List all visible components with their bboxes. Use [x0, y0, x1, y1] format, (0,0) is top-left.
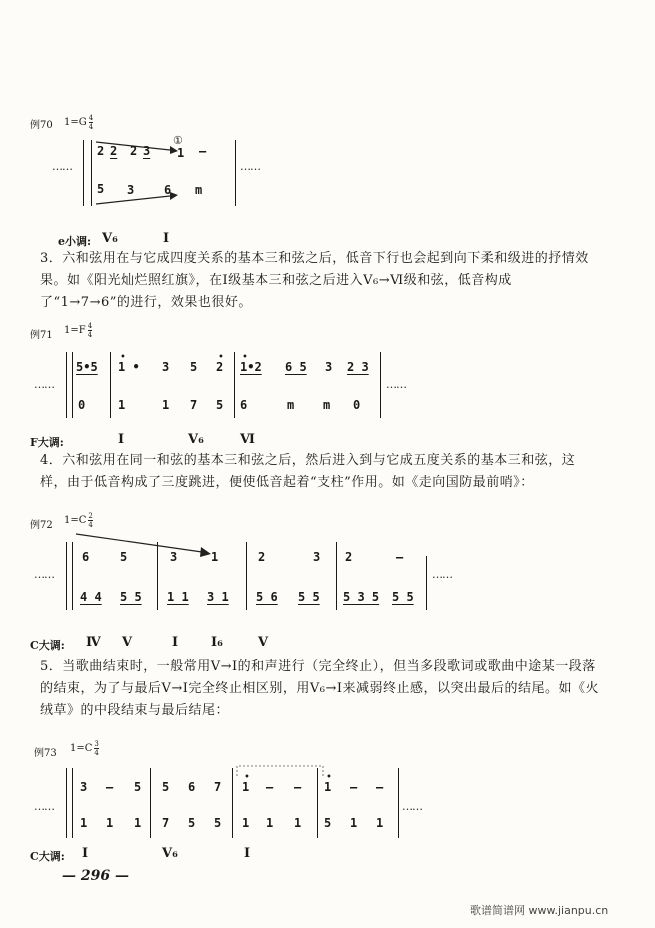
example-73-note: 1 [350, 816, 358, 830]
example-72-note: 4 4 [80, 590, 102, 604]
example-72-note: 5 [120, 550, 128, 564]
example-71-note: 5•5 [76, 360, 98, 374]
example-73-note: 7 [162, 816, 170, 830]
example-73-note: 1 [376, 816, 384, 830]
example-72-chord: V [258, 635, 269, 650]
example-71-note: 1 [118, 398, 126, 412]
example-71-note: 1 [162, 398, 170, 412]
example-73-note: 5 [162, 780, 170, 794]
example-72-chord: V [122, 635, 133, 650]
example-70-note: — [199, 144, 207, 158]
example-72-key-label: C大调: [30, 639, 65, 652]
example-72-note: 2 [258, 550, 266, 564]
example-73-lead-dots: …… [34, 800, 54, 813]
example-73-note: 6 [188, 780, 196, 794]
example-70-key-label: e小调: [58, 235, 92, 248]
example-71-label: 例71 [30, 330, 53, 341]
example-71-note: m [323, 398, 331, 412]
example-70-note: m [195, 183, 203, 197]
example-70-tail-dots: …… [240, 160, 260, 173]
example-73-tail-dots: …… [402, 800, 422, 813]
example-70-note: 2 [97, 144, 105, 158]
example-73-note: 1 [134, 816, 142, 830]
example-72-label: 例72 [30, 520, 53, 531]
example-73-note: — [294, 780, 302, 794]
page-number: — 296 — [62, 868, 129, 884]
example-71-note: 0 [78, 398, 86, 412]
example-70-note: 1 [177, 146, 185, 160]
example-72-lead-dots: …… [34, 568, 54, 581]
example-73-key-signature: 1=C $\frac{3}{4}$ [70, 740, 99, 757]
example-70-key-signature: 1=G $\frac{4}{4}$ [64, 114, 94, 131]
example-71-chord: Ⅵ [240, 432, 255, 447]
example-70-note: 2 [130, 144, 138, 158]
example-73-chord: V₆ [162, 846, 178, 861]
example-72-key-signature: 1=C $\frac{2}{4}$ [64, 512, 93, 529]
example-73-note: 5 [214, 816, 222, 830]
example-71-note: 3 [162, 360, 170, 374]
example-70-note: 3 [143, 144, 151, 158]
example-70-note: 2 [110, 144, 118, 158]
example-71-note: 0 [353, 398, 361, 412]
example-72-note: 5 5 [120, 590, 142, 604]
example-71-key-label: F大调: [30, 436, 64, 449]
example-71-note: 1•2 [240, 360, 262, 374]
example-72-chord: I₆ [211, 635, 223, 650]
example-71-note: 7 [190, 398, 198, 412]
example-73-note: 3 [80, 780, 88, 794]
example-71-tail-dots: …… [386, 378, 406, 391]
example-72-note: 5 6 [256, 590, 278, 604]
watermark: 歌谱简谱网 www.jianpu.cn [470, 904, 609, 917]
example-70-note: 3 [127, 183, 135, 197]
example-71-note: 6 [240, 398, 248, 412]
example-70-note: 5 [97, 182, 105, 196]
example-73-note: — [350, 780, 358, 794]
example-73-note: — [376, 780, 384, 794]
example-73-note: 1 [294, 816, 302, 830]
example-72-note: 1 [211, 550, 219, 564]
example-70-chord: V₆ [102, 231, 118, 246]
example-71-key-signature: 1=F $\frac{4}{4}$ [64, 322, 93, 339]
example-73-note: 1 [324, 780, 332, 794]
example-71-chord: V₆ [188, 432, 204, 447]
example-70-lead-dots: …… [52, 160, 72, 173]
example-73-note: 1 [106, 816, 114, 830]
example-70-label: 例70 [30, 120, 53, 131]
example-73-note: 5 [134, 780, 142, 794]
example-72-note: 2 [345, 550, 353, 564]
example-73-note: 5 [324, 816, 332, 830]
example-70-note: 6 [164, 183, 172, 197]
example-71-note: 2 3 [347, 360, 369, 374]
example-71-note: 1 • [118, 360, 140, 374]
example-71-note: 5 [190, 360, 198, 374]
paragraph-4: 4．六和弦用在同一和弦的基本三和弦之后，然后进入到与它成五度关系的基本三和弦，这样，由于低音构成了三度跳进，便使低音起着“支柱”作用。如《走向国防最前哨》： [40, 453, 576, 490]
example-73-key-label: C大调: [30, 850, 65, 863]
paragraph-5: 5．当歌曲结束时，一般常用Ⅴ→Ⅰ的和声进行（完全终止），但当多段歌词或歌曲中途某一段落的结束，为了与最后Ⅴ→Ⅰ完全终止相区别，用Ⅴ₆→Ⅰ来减弱终止感，以突出最后的结尾。如《火绒草》的中段结束与最后结尾： [40, 659, 600, 718]
example-73-note: 1 [80, 816, 88, 830]
example-71-note: 2 [216, 360, 224, 374]
example-72-note: 5 5 [298, 590, 320, 604]
example-71-note: m [287, 398, 295, 412]
example-72-note: — [396, 550, 404, 564]
example-73-note: 1 [266, 816, 274, 830]
example-73-label: 例73 [34, 748, 57, 759]
example-73-note: 7 [214, 780, 222, 794]
example-72-note: 5 5 [392, 590, 414, 604]
example-71-note: 6 5 [285, 360, 307, 374]
example-72-note: 3 [313, 550, 321, 564]
example-72-chord: I [172, 635, 179, 650]
example-72-note: 3 1 [207, 590, 229, 604]
example-73-note: 1 [242, 816, 250, 830]
example-73-chord: I [244, 846, 251, 861]
example-73-note: — [106, 780, 114, 794]
example-72-tail-dots: …… [432, 568, 452, 581]
example-71-lead-dots: …… [34, 378, 54, 391]
example-73-chord: I [82, 846, 89, 861]
example-71-chord: I [118, 432, 125, 447]
example-70-fermata: ① [173, 134, 183, 147]
example-72-arrow [74, 530, 224, 570]
example-72-note: 5 3 5 [343, 590, 380, 604]
example-70-chord: I [163, 231, 170, 246]
example-72-note: 6 [82, 550, 90, 564]
paragraph-3: 3．六和弦用在与它成四度关系的基本三和弦之后，低音下行也会起到向下柔和级进的抒情效果。如《阳光灿烂照红旗》，在Ⅰ级基本三和弦之后进入Ⅴ₆→Ⅵ级和弦，低音构成了“1→7→6”的进行，效果也很好。 [40, 251, 589, 310]
example-73-note: — [266, 780, 274, 794]
example-73-repeat-bracket [235, 762, 335, 782]
example-73-note: 1 [242, 780, 250, 794]
example-72-chord: Ⅳ [86, 635, 101, 650]
example-73-note: 5 [188, 816, 196, 830]
example-72-note: 3 [170, 550, 178, 564]
example-72-note: 1 1 [167, 590, 189, 604]
example-71-note: 5 [216, 398, 224, 412]
example-71-note: 3 [325, 360, 333, 374]
